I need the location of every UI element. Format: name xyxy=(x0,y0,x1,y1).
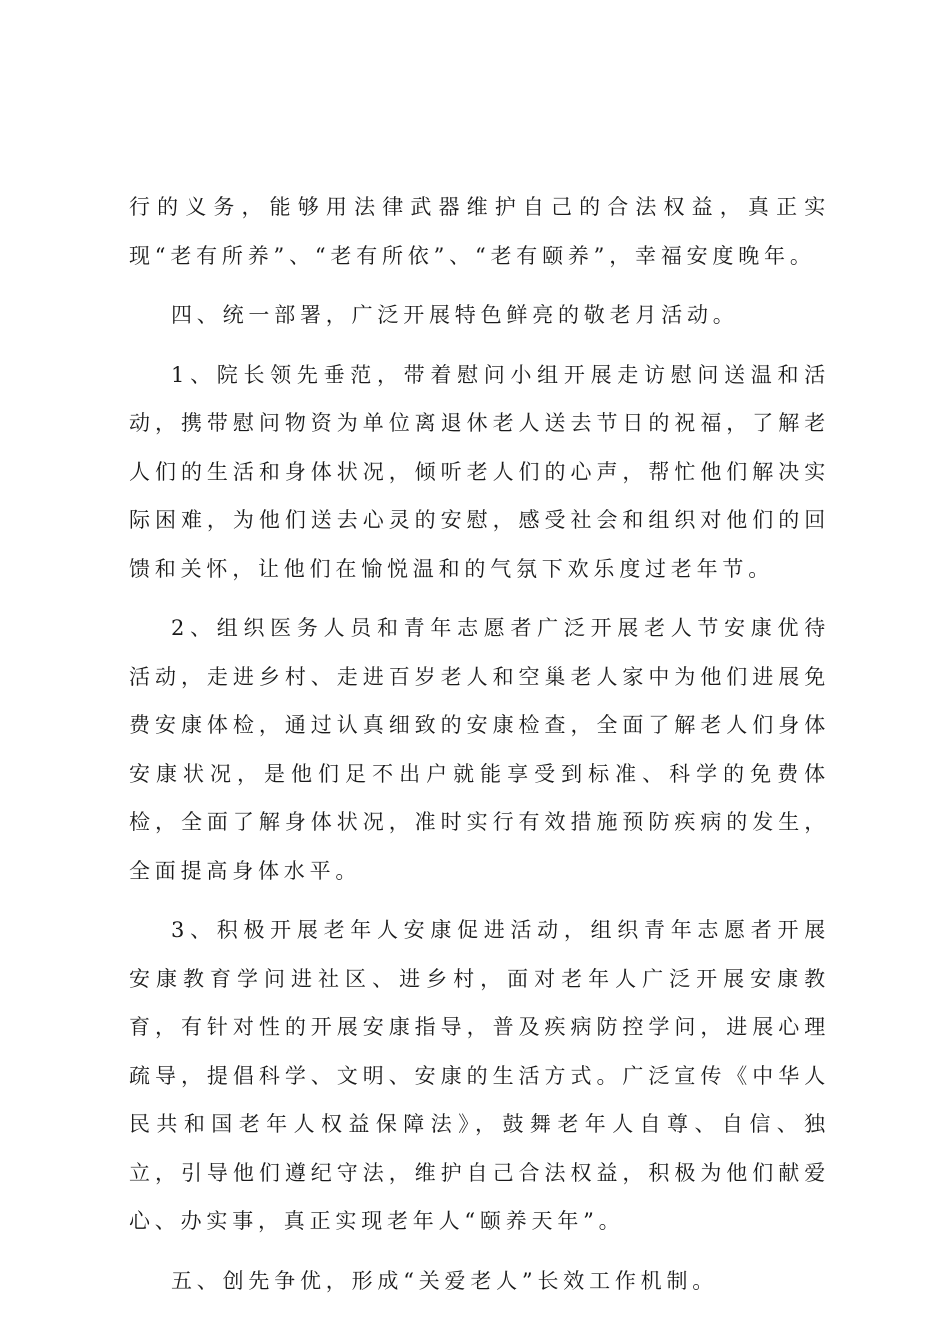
document-body xyxy=(129,183,830,1305)
paragraph-item-3: 3、积极开展老年人安康促进活动，组织青年志愿者开展安康教育学问进社区、进乡村，面对老年人广泛开展安康教育，有针对性的开展安康指导，普及疾病防控学问，进展心理疏导，提倡科学、文明、安康的生活方式。广泛宣传《中华人民共和国老年人权益保障法》，鼓舞老年人自尊、自信、独立，引导他们遵纪守法，维护自己合法权益，积极为他们献爱心、办实事，真正实现老年人“颐养天年”。 xyxy=(129,918,830,1233)
paragraph-item-1: 1、院长领先垂范，带着慰问小组开展走访慰问送温和活动，携带慰问物资为单位离退休老人送去节日的祝福，了解老人们的生活和身体状况，倾听老人们的心声，帮忙他们解决实际困难，为他们送去心灵的安慰，感受社会和组织对他们的回馈和关怀，让他们在愉悦温和的气氛下欢乐度过老年节。 xyxy=(129,362,830,581)
paragraph-section-four-heading: 四、统一部署，广泛开展特色鲜亮的敬老月活动。 xyxy=(171,303,739,327)
paragraph-section-five-heading: 五、创先争优，形成“关爱老人”长效工作机制。 xyxy=(171,1268,719,1293)
paragraph-continuation: 行的义务，能够用法律武器维护自己的合法权益，真正实现“老有所养”、“老有所依”、“老有颐养”，幸福安度晚年。 xyxy=(129,195,830,268)
paragraph-item-2: 2、组织医务人员和青年志愿者广泛开展老人节安康优待活动，走进乡村、走进百岁老人和空巢老人家中为他们进展免费安康体检，通过认真细致的安康检查，全面了解老人们身体安康状况，是他们足不出户就能享受到标准、科学的免费体检，全面了解身体状况，准时实行有效措施预防疾病的发生，全面提高身体水平。 xyxy=(129,616,830,883)
